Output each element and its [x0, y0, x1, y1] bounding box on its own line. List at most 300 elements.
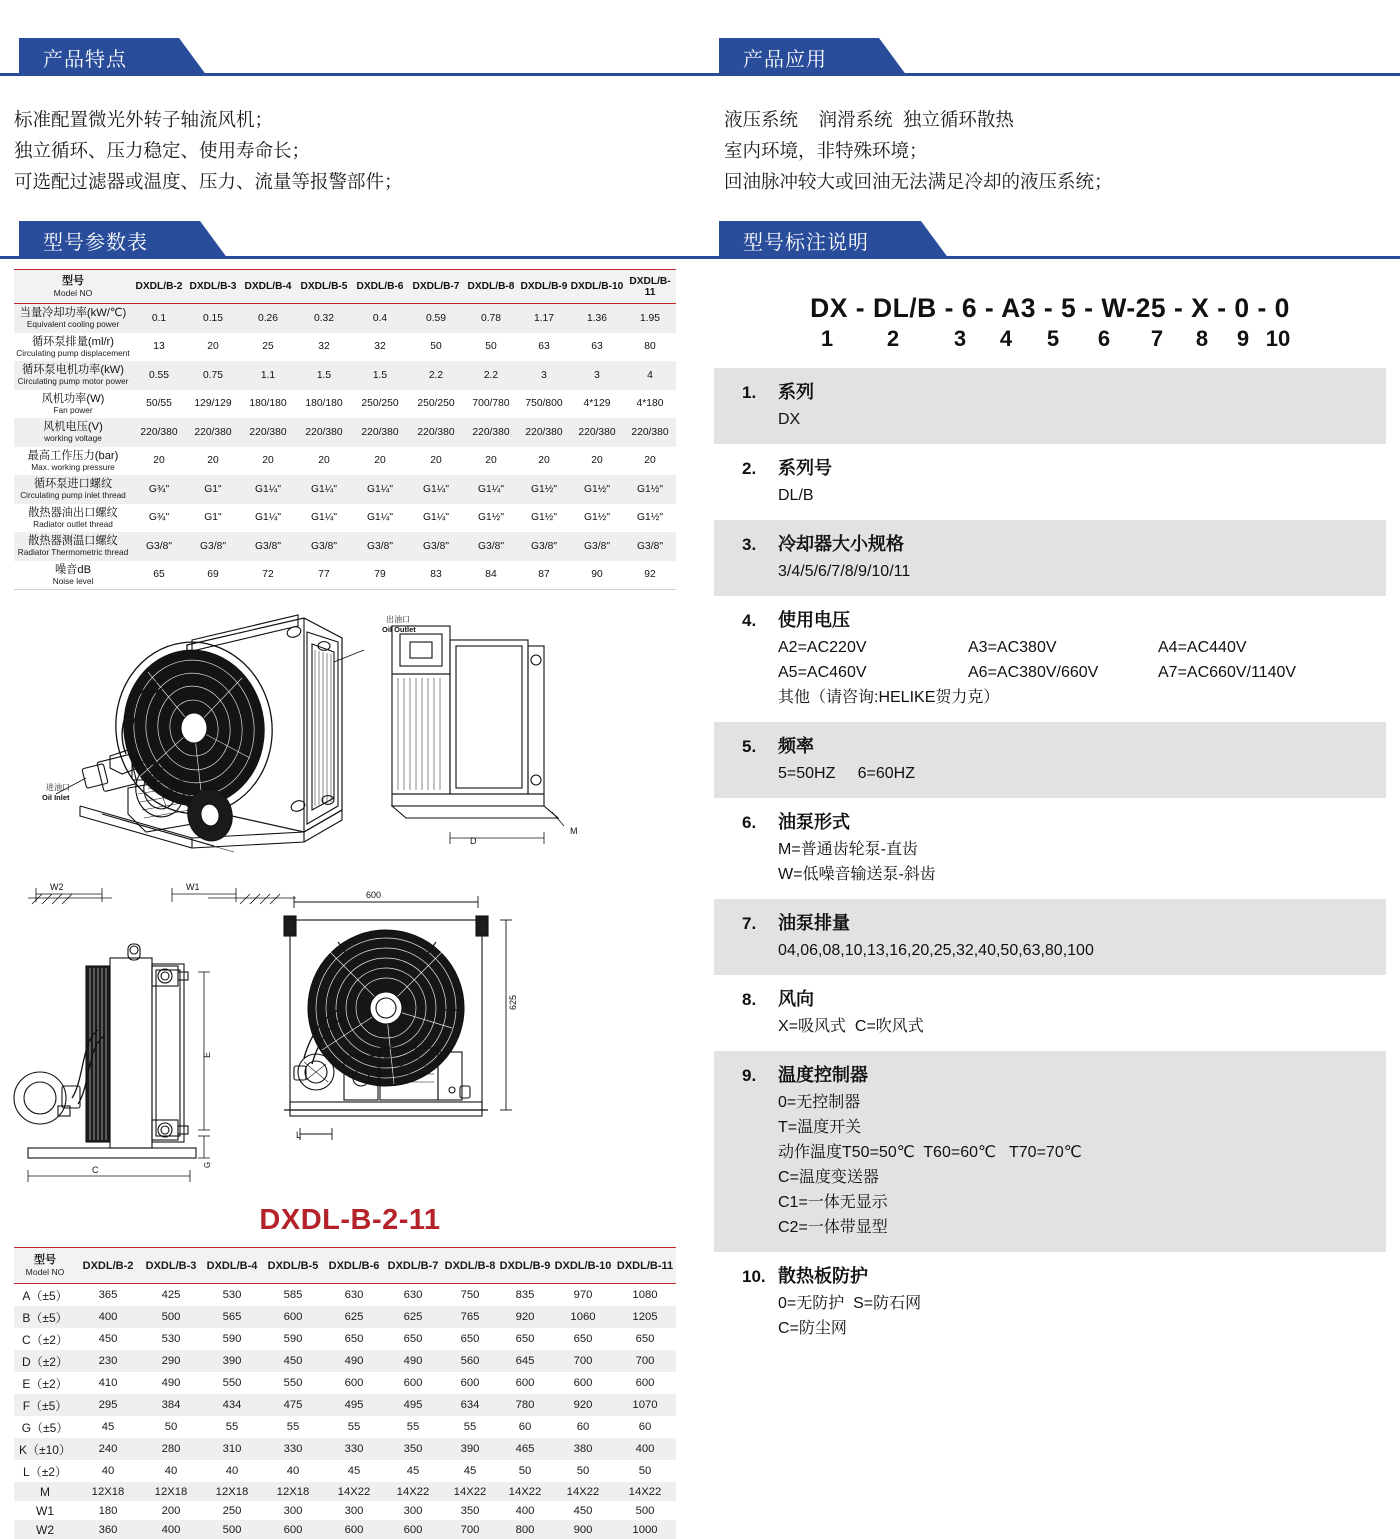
dim-cell: 14X22	[442, 1482, 498, 1501]
spec-cell: G1½"	[624, 504, 676, 533]
features-banner	[0, 38, 700, 82]
dim-cell: 600	[324, 1520, 384, 1539]
spec-cell: G1¼"	[240, 504, 296, 533]
spec-cell: G1½"	[570, 475, 624, 504]
spec-cell: 4*180	[624, 390, 676, 419]
dim-cell: 565	[202, 1306, 262, 1328]
table-row	[14, 1350, 676, 1372]
dim-cell: 45	[384, 1460, 442, 1482]
spec-row-label: 循环泵电机功率(kW) Circulating pump motor power	[14, 361, 132, 390]
spec-cell: G1¼"	[352, 475, 408, 504]
dim-cell: 410	[76, 1372, 140, 1394]
spec-header-model-en: Model NO	[14, 288, 132, 298]
notation-item-head	[714, 1262, 1386, 1288]
dim-cell: 475	[262, 1394, 324, 1416]
application-text	[700, 86, 1400, 197]
dim-cell: 180	[76, 1501, 140, 1520]
spec-cell: 84	[464, 561, 518, 590]
dim-cell: 600	[262, 1306, 324, 1328]
dim-header-model-col: DXDL/B-5	[262, 1248, 324, 1284]
dim-body	[14, 1284, 676, 1539]
dim-cell: 290	[140, 1350, 202, 1372]
spec-row-label: 当量冷却功率(kW/℃) Equivalent cooling power	[14, 304, 132, 333]
dim-cell: 300	[384, 1501, 442, 1520]
spec-row-label: 风机电压(V) working voltage	[14, 418, 132, 447]
dim-cell: 625	[384, 1306, 442, 1328]
spec-cell: 1.17	[518, 304, 570, 333]
spec-header-model-col: DXDL/B-11	[624, 270, 676, 304]
dim-cell: 50	[614, 1460, 676, 1482]
notation-item-body	[714, 404, 1386, 432]
spec-cell: 220/380	[240, 418, 296, 447]
dim-cell: 360	[76, 1520, 140, 1539]
dim-cell: 750	[442, 1284, 498, 1307]
dim-cell: 625	[324, 1306, 384, 1328]
table-row	[14, 390, 676, 419]
feature-line: 独立循环、压力稳定、使用寿命长；	[14, 135, 700, 166]
dim-cell: 365	[76, 1284, 140, 1307]
notation-explanation-list	[714, 368, 1386, 1353]
dim-c-label: C	[92, 1165, 99, 1175]
dim-cell: 330	[324, 1438, 384, 1460]
product-technical-drawing	[14, 590, 676, 1200]
notation-item-number: 5.	[742, 737, 778, 757]
notation-item-body	[714, 480, 1386, 508]
table-row	[14, 1284, 676, 1307]
notation-option-line: 0=无控制器	[778, 1090, 1386, 1115]
dim-cell: 700	[552, 1350, 614, 1372]
dim-cell: 920	[498, 1306, 552, 1328]
spec-cell: 65	[132, 561, 186, 590]
notation-item-head	[714, 985, 1386, 1011]
notation-item-number: 1.	[742, 383, 778, 403]
dim-header-model-col: DXDL/B-6	[324, 1248, 384, 1284]
notation-option-line: 动作温度T50=50℃ T60=60℃ T70=70℃	[778, 1140, 1386, 1165]
notation-item-body	[714, 556, 1386, 584]
model-code-position: 5	[1031, 326, 1075, 352]
notation-option-line: 04,06,08,10,13,16,20,25,32,40,50,63,80,100	[778, 938, 1386, 963]
drawing-svg	[14, 590, 676, 1200]
dim-cell: 700	[442, 1520, 498, 1539]
dim-row-label: F（±5）	[14, 1394, 76, 1416]
spec-cell: 80	[624, 333, 676, 362]
dim-cell: 45	[324, 1460, 384, 1482]
spec-row-label: 散热器测温口螺纹 Radiator Thermometric thread	[14, 532, 132, 561]
notation-item-body	[714, 834, 1386, 887]
spec-cell: 220/380	[296, 418, 352, 447]
dimensions-table	[14, 1247, 676, 1539]
table-row	[14, 1306, 676, 1328]
spec-cell: 50	[464, 333, 518, 362]
table-row	[14, 304, 676, 333]
notation-option: A5=AC460V	[778, 660, 968, 685]
spec-cell: G3/8"	[518, 532, 570, 561]
dim-cell: 700	[614, 1350, 676, 1372]
dim-cell: 600	[384, 1520, 442, 1539]
notation-item-number: 7.	[742, 914, 778, 934]
notation-item-title: 温度控制器	[778, 1061, 868, 1087]
notation-item-number: 8.	[742, 990, 778, 1010]
spec-cell: 63	[570, 333, 624, 362]
model-code-position: 7	[1133, 326, 1181, 352]
dim-cell: 55	[262, 1416, 324, 1438]
dim-header-model-col: DXDL/B-3	[140, 1248, 202, 1284]
notation-option-line: W=低噪音输送泵-斜齿	[778, 862, 1386, 887]
notation-item-title: 散热板防护	[778, 1262, 868, 1288]
dim-header-model-col: DXDL/B-2	[76, 1248, 140, 1284]
table-row	[14, 561, 676, 590]
dim-cell: 350	[384, 1438, 442, 1460]
dim-row-label: D（±2）	[14, 1350, 76, 1372]
spec-banner	[0, 221, 700, 265]
table-row	[14, 1328, 676, 1350]
notation-option-line: 3/4/5/6/7/8/9/10/11	[778, 559, 1386, 584]
dim-cell: 495	[384, 1394, 442, 1416]
spec-cell: 79	[352, 561, 408, 590]
spec-cell: G1¼"	[296, 475, 352, 504]
notation-item-title: 油泵形式	[778, 808, 850, 834]
spec-cell: 50/55	[132, 390, 186, 419]
spec-cell: 700/780	[464, 390, 518, 419]
spec-cell: 20	[624, 447, 676, 476]
notation-item-head	[714, 606, 1386, 632]
spec-cell: 25	[240, 333, 296, 362]
spec-cell: G3/8"	[464, 532, 518, 561]
specification-table	[14, 269, 676, 590]
spec-cell: G1¼"	[464, 475, 518, 504]
model-code-position: 3	[939, 326, 981, 352]
spec-cell: 72	[240, 561, 296, 590]
spec-cell: G3/8"	[624, 532, 676, 561]
model-code-positions	[700, 326, 1400, 352]
spec-cell: 129/129	[186, 390, 240, 419]
spec-cell: 0.15	[186, 304, 240, 333]
spec-cell: G3/8"	[408, 532, 464, 561]
dim-cell: 550	[262, 1372, 324, 1394]
spec-cell: G1¼"	[352, 504, 408, 533]
table-row	[14, 361, 676, 390]
model-code-position: 6	[1075, 326, 1133, 352]
dim-cell: 12X18	[140, 1482, 202, 1501]
dim-cell: 600	[552, 1372, 614, 1394]
dim-cell: 50	[140, 1416, 202, 1438]
spec-cell: 1.5	[352, 361, 408, 390]
notation-item-title: 系列号	[778, 454, 832, 480]
application-line: 回油脉冲较大或回油无法满足冷却的液压系统；	[724, 166, 1400, 197]
spec-cell: 250/250	[352, 390, 408, 419]
features-text	[0, 86, 700, 197]
feature-line: 标准配置微光外转子轴流风机；	[14, 104, 700, 135]
dim-cell: 40	[76, 1460, 140, 1482]
dim-row-label: W2	[14, 1520, 76, 1539]
spec-cell: 87	[518, 561, 570, 590]
spec-cell: G1"	[186, 475, 240, 504]
spec-header-model-col: DXDL/B-3	[186, 270, 240, 304]
dim-cell: 530	[202, 1284, 262, 1307]
notation-item-body	[714, 632, 1386, 710]
spec-cell: G3/8"	[240, 532, 296, 561]
notation-option-row	[778, 660, 1386, 685]
spec-cell: 32	[296, 333, 352, 362]
notation-item	[714, 520, 1386, 596]
spec-header-model-col: DXDL/B-2	[132, 270, 186, 304]
spec-cell: G3/8"	[296, 532, 352, 561]
spec-cell: 180/180	[240, 390, 296, 419]
dim-cell: 630	[324, 1284, 384, 1307]
dim-cell: 14X22	[614, 1482, 676, 1501]
notation-item-head	[714, 1061, 1386, 1087]
oil-outlet-label-en: Oil Outlet	[382, 625, 416, 634]
spec-cell: G3/8"	[352, 532, 408, 561]
spec-cell: 220/380	[408, 418, 464, 447]
spec-body	[14, 304, 676, 590]
dim-cell: 500	[140, 1306, 202, 1328]
spec-cell: 0.55	[132, 361, 186, 390]
spec-cell: 1.36	[570, 304, 624, 333]
spec-cell: 20	[464, 447, 518, 476]
dim-header-model-col: DXDL/B-10	[552, 1248, 614, 1284]
dim-row-label: E（±2）	[14, 1372, 76, 1394]
dim-cell: 600	[498, 1372, 552, 1394]
dim-cell: 650	[498, 1328, 552, 1350]
model-code-position: 1	[807, 326, 847, 352]
model-code-string: DX - DL/B - 6 - A3 - 5 - W-25 - X - 0 - 0	[700, 293, 1400, 324]
spec-cell: 20	[518, 447, 570, 476]
dim-cell: 650	[552, 1328, 614, 1350]
dim-cell: 500	[614, 1501, 676, 1520]
dim-cell: 14X22	[324, 1482, 384, 1501]
spec-cell: G¾"	[132, 475, 186, 504]
model-code-position: 4	[981, 326, 1031, 352]
spec-banner-label: 型号参数表	[43, 226, 148, 255]
dim-cell: 55	[324, 1416, 384, 1438]
spec-row-label: 散热器油出口螺纹 Radiator outlet thread	[14, 504, 132, 533]
table-row	[14, 532, 676, 561]
dim-cell: 50	[498, 1460, 552, 1482]
dim-cell: 450	[552, 1501, 614, 1520]
spec-cell: 13	[132, 333, 186, 362]
spec-cell: G1½"	[570, 504, 624, 533]
spec-cell: 1.1	[240, 361, 296, 390]
dim-cell: 600	[262, 1520, 324, 1539]
dim-row-label: K（±10）	[14, 1438, 76, 1460]
dim-header-model-col: DXDL/B-4	[202, 1248, 262, 1284]
oil-outlet-label-cn: 出油口	[386, 614, 410, 624]
dim-cell: 300	[262, 1501, 324, 1520]
dim-cell: 295	[76, 1394, 140, 1416]
spec-cell: G1¼"	[408, 475, 464, 504]
notation-item-body	[714, 758, 1386, 786]
spec-cell: 69	[186, 561, 240, 590]
spec-cell: 20	[570, 447, 624, 476]
notation-item-number: 10.	[742, 1267, 778, 1287]
spec-row-label: 循环泵排量(ml/r) Circulating pump displacement	[14, 333, 132, 362]
spec-cell: G¾"	[132, 504, 186, 533]
dim-600-label: 600	[366, 890, 381, 900]
banner-tag	[719, 221, 921, 259]
dim-cell: 1080	[614, 1284, 676, 1307]
dim-cell: 12X18	[262, 1482, 324, 1501]
spec-header-model-col: DXDL/B-7	[408, 270, 464, 304]
dim-l-label: L	[296, 1130, 301, 1140]
notation-banner-label: 型号标注说明	[743, 226, 869, 255]
dim-cell: 55	[202, 1416, 262, 1438]
dim-cell: 835	[498, 1284, 552, 1307]
spec-cell: 0.78	[464, 304, 518, 333]
dim-cell: 14X22	[552, 1482, 614, 1501]
spec-cell: G1"	[186, 504, 240, 533]
notation-item-head	[714, 909, 1386, 935]
dim-cell: 390	[202, 1350, 262, 1372]
spec-cell: G3/8"	[570, 532, 624, 561]
dim-cell: 12X18	[76, 1482, 140, 1501]
spec-cell: G1¼"	[296, 504, 352, 533]
notation-item-body	[714, 935, 1386, 963]
dim-w1-label: W1	[186, 882, 200, 892]
dim-cell: 600	[614, 1372, 676, 1394]
dim-m-label: M	[570, 826, 578, 836]
dim-cell: 55	[384, 1416, 442, 1438]
dim-625-label: 625	[508, 995, 518, 1010]
notation-option-row	[778, 635, 1386, 660]
dim-cell: 14X22	[498, 1482, 552, 1501]
dim-cell: 45	[442, 1460, 498, 1482]
dim-cell: 40	[140, 1460, 202, 1482]
notation-item-head	[714, 732, 1386, 758]
spec-cell: 90	[570, 561, 624, 590]
spec-cell: 0.1	[132, 304, 186, 333]
notation-item	[714, 798, 1386, 899]
model-code-position: 2	[847, 326, 939, 352]
right-column	[700, 0, 1400, 1526]
spec-cell: 63	[518, 333, 570, 362]
spec-header-model-col: DXDL/B-10	[570, 270, 624, 304]
dim-cell: 590	[202, 1328, 262, 1350]
table-row	[14, 1372, 676, 1394]
spec-cell: 20	[352, 447, 408, 476]
dim-cell: 634	[442, 1394, 498, 1416]
dim-cell: 1070	[614, 1394, 676, 1416]
spec-cell: 20	[186, 447, 240, 476]
dim-cell: 1060	[552, 1306, 614, 1328]
dim-header-row	[14, 1248, 676, 1284]
spec-cell: G1½"	[518, 504, 570, 533]
application-line: 室内环境，非特殊环境；	[724, 135, 1400, 166]
spec-cell: 32	[352, 333, 408, 362]
notation-item-head	[714, 378, 1386, 404]
notation-item-body	[714, 1288, 1386, 1341]
spec-cell: 50	[408, 333, 464, 362]
dim-cell: 250	[202, 1501, 262, 1520]
dim-cell: 400	[76, 1306, 140, 1328]
dim-header-model	[14, 1248, 76, 1284]
spec-header-model-cn: 型号	[14, 275, 132, 288]
spec-row-label: 循环泵进口螺纹 Circulating pump inlet thread	[14, 475, 132, 504]
dim-cell: 465	[498, 1438, 552, 1460]
dim-cell: 800	[498, 1520, 552, 1539]
dim-cell: 380	[552, 1438, 614, 1460]
application-banner-label: 产品应用	[743, 43, 827, 72]
spec-header-model-col: DXDL/B-4	[240, 270, 296, 304]
dim-cell: 350	[442, 1501, 498, 1520]
table-row	[14, 333, 676, 362]
notation-option-line: C=防尘网	[778, 1316, 1386, 1341]
model-series-title: DXDL-B-2-11	[0, 1204, 700, 1237]
dim-cell: 200	[140, 1501, 202, 1520]
dim-cell: 900	[552, 1520, 614, 1539]
table-row	[14, 475, 676, 504]
dim-header-model-col: DXDL/B-11	[614, 1248, 676, 1284]
dim-w2-label: W2	[50, 882, 64, 892]
spec-cell: G1¼"	[240, 475, 296, 504]
notation-item-number: 6.	[742, 813, 778, 833]
spec-cell: 83	[408, 561, 464, 590]
notation-option-line: 其他（请咨询:HELIKE贺力克）	[778, 685, 1386, 710]
notation-option-line: C=温度变送器	[778, 1165, 1386, 1190]
spec-cell: 3	[518, 361, 570, 390]
notation-item-title: 使用电压	[778, 606, 850, 632]
dim-cell: 40	[202, 1460, 262, 1482]
spec-cell: 4	[624, 361, 676, 390]
notation-option-line: DL/B	[778, 483, 1386, 508]
notation-option-line: T=温度开关	[778, 1115, 1386, 1140]
spec-cell: G1½"	[518, 475, 570, 504]
notation-option: A6=AC380V/660V	[968, 660, 1158, 685]
dim-cell: 650	[324, 1328, 384, 1350]
spec-cell: 0.75	[186, 361, 240, 390]
dim-cell: 585	[262, 1284, 324, 1307]
notation-option: A3=AC380V	[968, 635, 1158, 660]
notation-item-title: 油泵排量	[778, 909, 850, 935]
dim-cell: 230	[76, 1350, 140, 1372]
notation-item-head	[714, 530, 1386, 556]
banner-tag	[19, 221, 200, 259]
table-row	[14, 1394, 676, 1416]
spec-cell: G3/8"	[186, 532, 240, 561]
spec-cell: 77	[296, 561, 352, 590]
table-row	[14, 1438, 676, 1460]
dim-cell: 40	[262, 1460, 324, 1482]
dim-cell: 50	[552, 1460, 614, 1482]
spec-cell: 220/380	[464, 418, 518, 447]
dim-cell: 590	[262, 1328, 324, 1350]
dim-cell: 280	[140, 1438, 202, 1460]
spec-cell: 20	[408, 447, 464, 476]
spec-cell: 220/380	[186, 418, 240, 447]
notation-item-head	[714, 454, 1386, 480]
dim-cell: 600	[384, 1372, 442, 1394]
dim-cell: 1000	[614, 1520, 676, 1539]
notation-item-title: 频率	[778, 732, 814, 758]
notation-item	[714, 596, 1386, 722]
dim-header-model-col: DXDL/B-9	[498, 1248, 552, 1284]
dim-cell: 920	[552, 1394, 614, 1416]
model-code-position: 9	[1223, 326, 1263, 352]
spec-cell: G3/8"	[132, 532, 186, 561]
notation-option-line: X=吸风式 C=吹风式	[778, 1014, 1386, 1039]
dim-cell: 45	[76, 1416, 140, 1438]
dim-cell: 60	[552, 1416, 614, 1438]
spec-cell: 220/380	[570, 418, 624, 447]
dim-cell: 384	[140, 1394, 202, 1416]
spec-cell: 20	[296, 447, 352, 476]
spec-cell: 180/180	[296, 390, 352, 419]
table-row	[14, 1520, 676, 1539]
spec-cell: 0.26	[240, 304, 296, 333]
dim-cell: 645	[498, 1350, 552, 1372]
dim-header-model-col: DXDL/B-7	[384, 1248, 442, 1284]
dim-cell: 600	[442, 1372, 498, 1394]
